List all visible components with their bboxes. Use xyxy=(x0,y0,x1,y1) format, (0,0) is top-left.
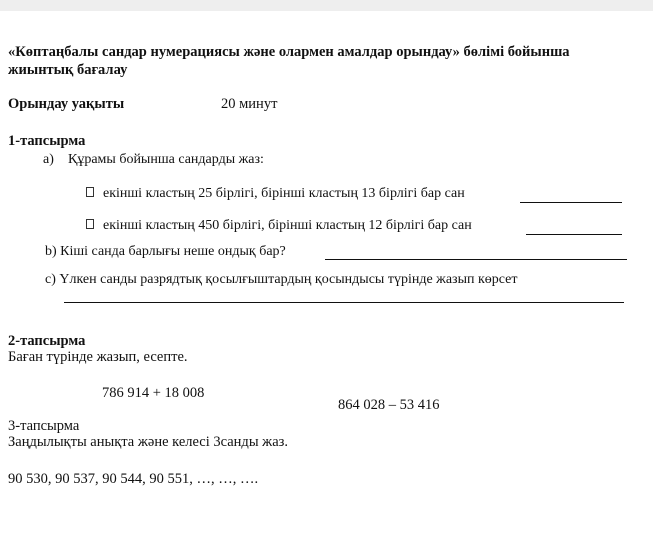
task3-title: 3-тапсырма xyxy=(8,418,80,434)
top-bar xyxy=(0,0,653,11)
checkbox-icon xyxy=(86,219,94,229)
task1-c: c) Үлкен санды разрядтық қосылғыштардың қосындысы түрінде жазып көрсет xyxy=(45,272,518,287)
answer-line-item-2[interactable] xyxy=(526,234,622,235)
heading-line-1: «Көптаңбалы сандар нумерациясы және олармен амалдар орындау» бөлімі бойынша xyxy=(8,44,570,60)
task1-b: b) Кіші санда барлығы неше ондық бар? xyxy=(45,244,286,259)
task3-instruction: Заңдылықты анықта және келесі 3санды жаз. xyxy=(8,434,288,450)
task2-title: 2-тапсырма xyxy=(8,333,86,349)
answer-line-item-1[interactable] xyxy=(520,202,622,203)
task2-instruction: Баған түрінде жазып, есепте. xyxy=(8,349,188,365)
heading-line-2: жиынтық бағалау xyxy=(8,62,128,78)
task1-item-1: екінші кластың 25 бірлігі, бірінші кластың 13 бірлігі бар сан xyxy=(103,186,465,201)
answer-line-b[interactable] xyxy=(325,259,627,260)
task1-a-label: а) xyxy=(43,152,54,167)
task2-expression-2: 864 028 – 53 416 xyxy=(338,397,440,413)
time-value: 20 минут xyxy=(221,96,278,112)
task1-a-text: Құрамы бойынша сандарды жаз: xyxy=(68,152,264,167)
task1-title: 1-тапсырма xyxy=(8,133,86,149)
task1-item-2: екінші кластың 450 бірлігі, бірінші кластың 12 бірлігі бар сан xyxy=(103,218,472,233)
task2-expression-1: 786 914 + 18 008 xyxy=(102,385,205,401)
answer-line-c[interactable] xyxy=(64,302,624,303)
checkbox-icon xyxy=(86,187,94,197)
time-label: Орындау уақыты xyxy=(8,96,125,112)
task3-sequence: 90 530, 90 537, 90 544, 90 551, …, …, …. xyxy=(8,471,259,487)
